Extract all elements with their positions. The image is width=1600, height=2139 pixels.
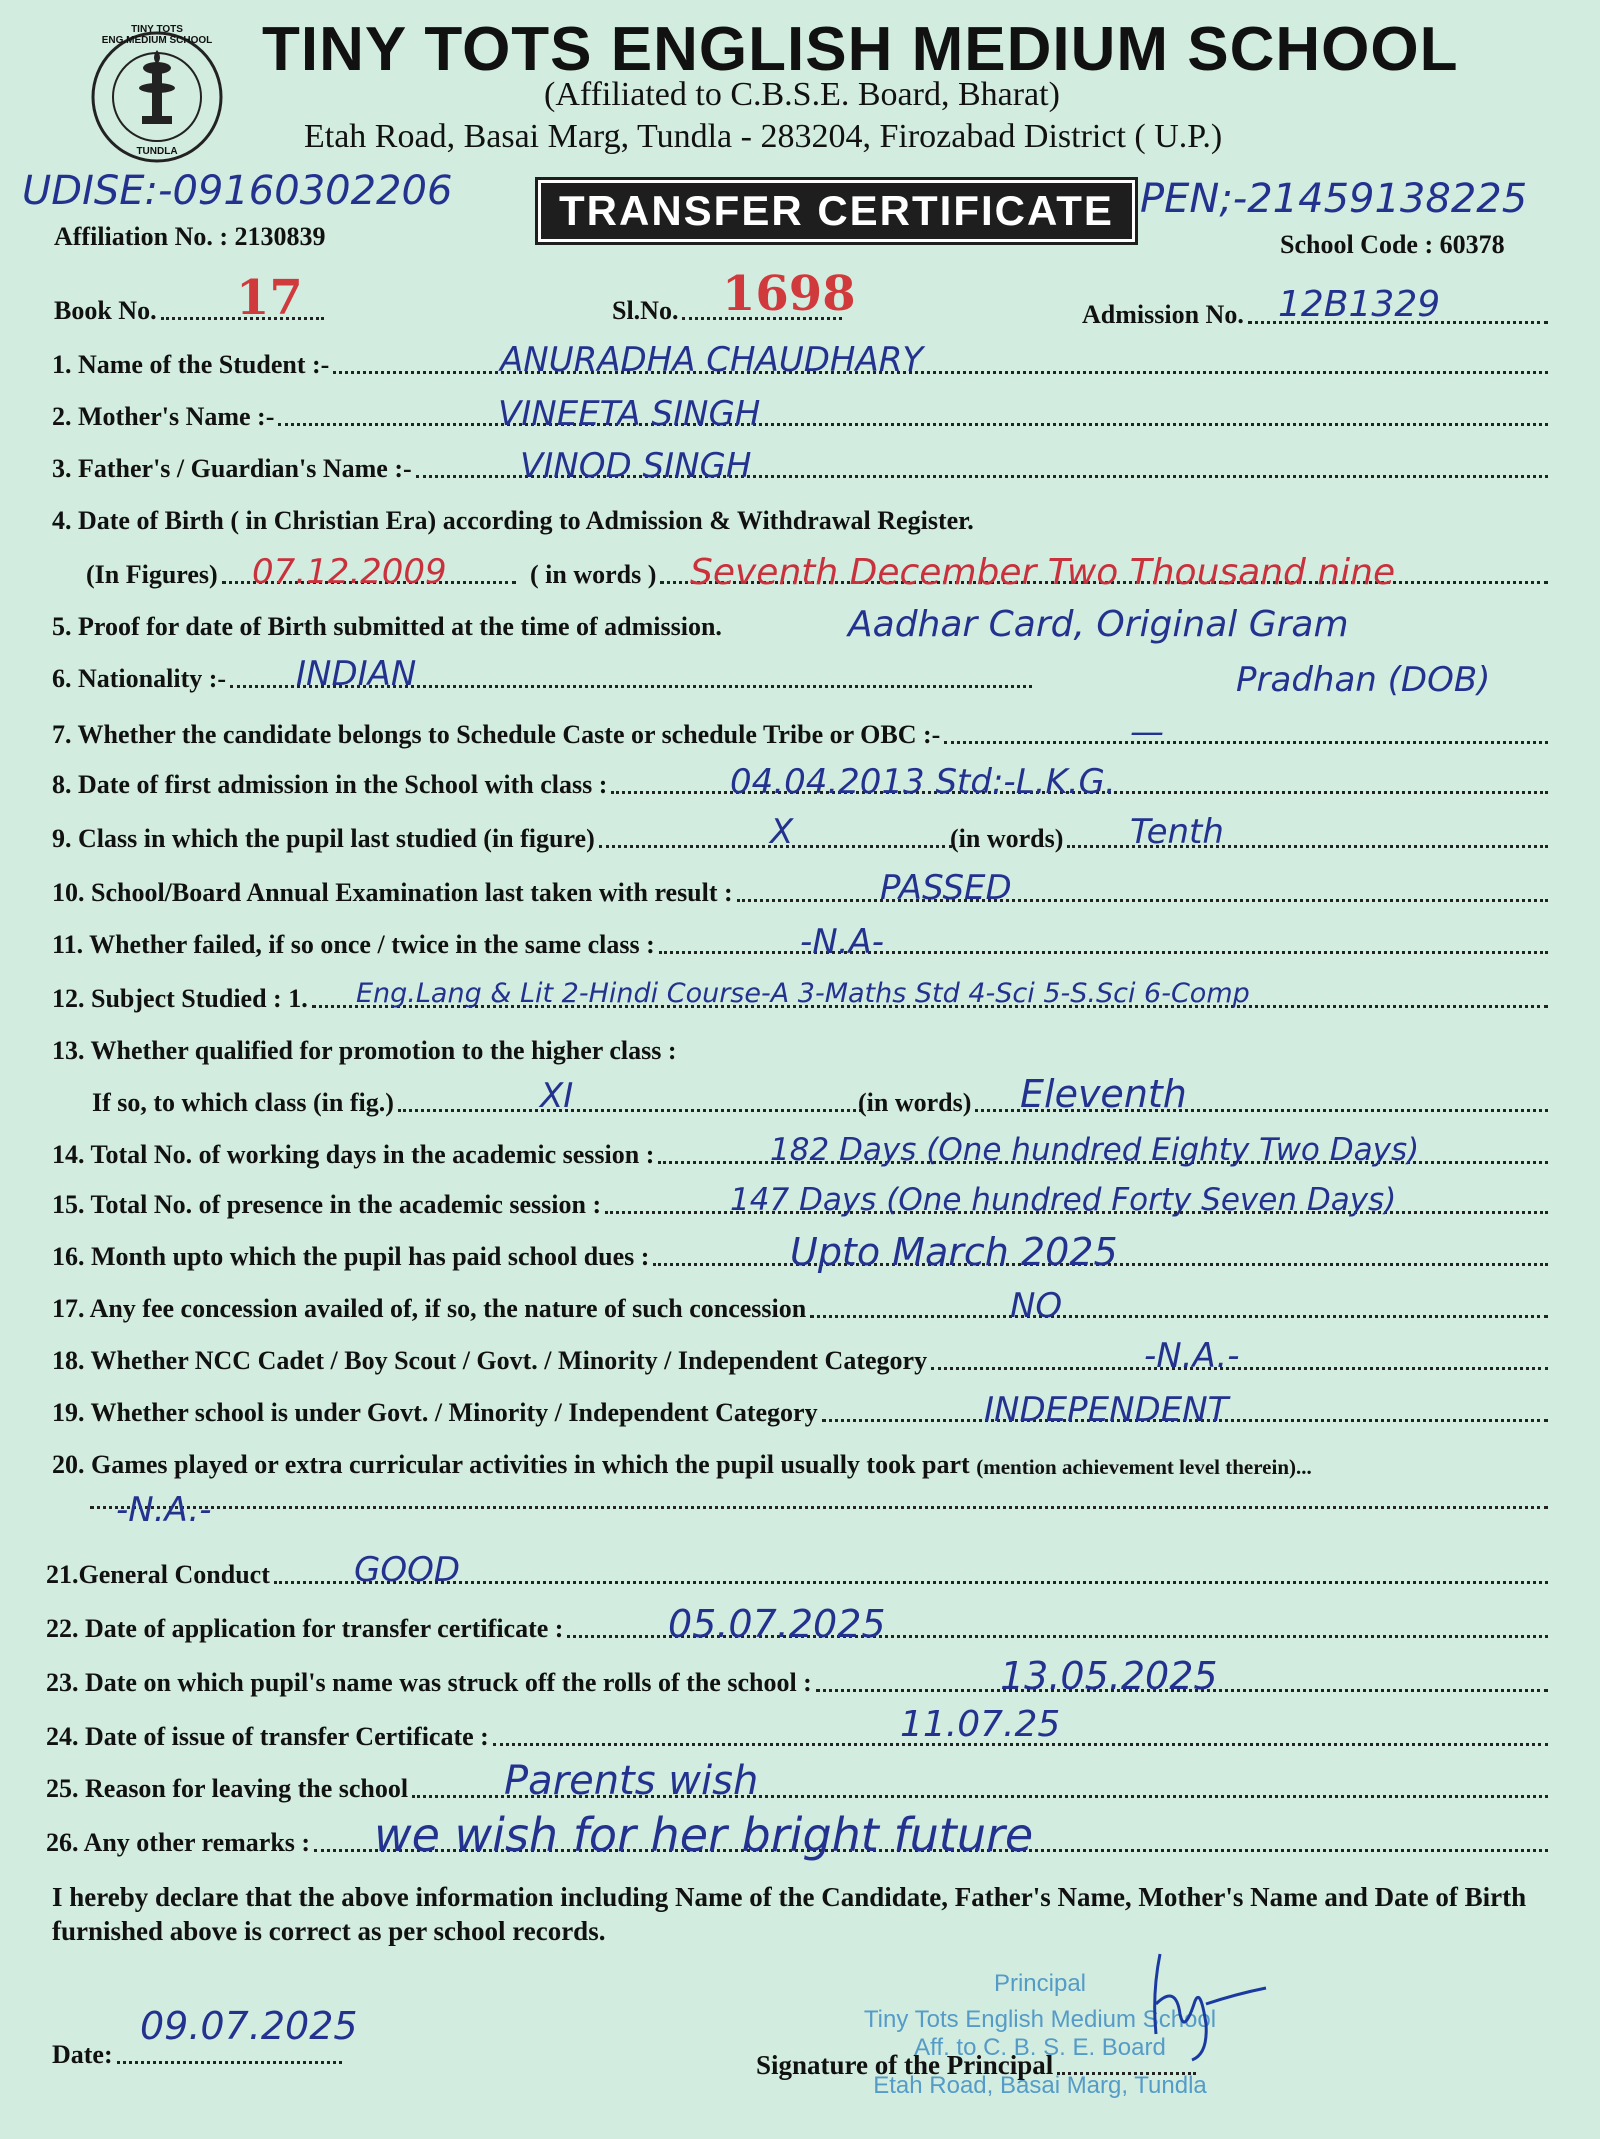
udise-number: UDISE:-09160302206 (22, 168, 453, 214)
pen-number: PEN;-21459138225 (1140, 176, 1528, 222)
field-date: Date: (52, 2040, 342, 2070)
field-application-date: 22. Date of application for transfer certificate : (46, 1614, 1548, 1644)
stamp-line-4: Etah Road, Basai Marg, Tundla (873, 2072, 1207, 2099)
field-working-days: 14. Total No. of working days in the academic session : (52, 1140, 1548, 1170)
games-value: -N.A.- (116, 1490, 212, 1530)
stamp-line-2: Tiny Tots English Medium School (863, 2006, 1217, 2033)
field-mother-name: 2. Mother's Name :- (52, 402, 1548, 432)
logo-bottom-text: TUNDLA (136, 146, 178, 157)
declaration-text: I hereby declare that the above information including Name of the Candidate, Father's Name, Mother's Name and Date of Birth furnished above is correct as per school records. (52, 1882, 1527, 1946)
school-code: School Code : 60378 (1280, 230, 1505, 259)
exam-result-value: PASSED (880, 868, 1012, 908)
presence-days-value: 147 Days (One hundred Forty Seven Days) (730, 1182, 1397, 1218)
application-date-value: 05.07.2025 (668, 1602, 886, 1646)
field-school-category: 19. Whether school is under Govt. / Minority / Independent Category (52, 1398, 1548, 1428)
field-nationality: 6. Nationality :- (52, 664, 1032, 694)
field-class-last: 9. Class in which the pupil last studied (in figure) (52, 824, 952, 854)
fee-concession-value: NO (1010, 1286, 1063, 1326)
field-dob-figures: (In Figures) (86, 560, 516, 590)
field-games-line2 (90, 1504, 1548, 1515)
student-name-value: ANURADHA CHAUDHARY (500, 340, 924, 380)
field-general-conduct: 21.General Conduct (46, 1560, 1548, 1590)
field-promotion-class: If so, to which class (in fig.) (92, 1088, 862, 1118)
date-value: 09.07.2025 (140, 2004, 358, 2048)
field-promotion-words: (in words) (858, 1088, 1548, 1118)
field-dob-proof: 5. Proof for date of Birth submitted at the time of admission. (52, 612, 722, 641)
field-games: 20. Games played or extra curricular activities in which the pupil usually took part (mention achievement level therein)... (52, 1450, 1312, 1479)
field-promotion: 13. Whether qualified for promotion to the higher class : (52, 1036, 677, 1065)
struck-off-date-value: 13.05.2025 (1000, 1654, 1218, 1698)
field-presence-days: 15. Total No. of presence in the academic session : (52, 1190, 1548, 1220)
first-admission-value: 04.04.2013 Std:-L.K.G. (730, 762, 1116, 802)
sl-number-label: Sl.No. (612, 296, 679, 325)
field-remarks: 26. Any other remarks : (46, 1828, 1548, 1858)
issue-date-value: 11.07.25 (900, 1704, 1061, 1745)
book-number-label: Book No. (54, 296, 157, 325)
field-ncc-category: 18. Whether NCC Cadet / Boy Scout / Govt. / Minority / Independent Category (52, 1346, 1548, 1376)
field-school-dues: 16. Month upto which the pupil has paid school dues : (52, 1242, 1548, 1272)
admission-number-label: Admission No. (1082, 300, 1244, 329)
school-address: Etah Road, Basai Marg, Tundla - 283204, Firozabad District ( U.P.) (304, 118, 1223, 155)
dob-figures-value: 07.12.2009 (252, 552, 447, 592)
working-days-value: 182 Days (One hundred Eighty Two Days) (770, 1132, 1420, 1168)
sl-number-value: 1698 (722, 266, 856, 322)
caste-value: — (1130, 712, 1164, 752)
promotion-figure: XI (540, 1076, 574, 1116)
field-fee-concession: 17. Any fee concession availed of, if so, the nature of such concession (52, 1294, 1548, 1324)
field-signature: Signature of the Principal (756, 2050, 1196, 2081)
field-caste: 7. Whether the candidate belongs to Schedule Caste or schedule Tribe or OBC :- (52, 720, 1548, 750)
class-last-figure: X (770, 812, 794, 852)
dob-proof-value-line2: Pradhan (DOB) (1236, 660, 1491, 700)
school-category-value: INDEPENDENT (984, 1390, 1229, 1430)
field-class-last-words: (in words) (950, 824, 1548, 854)
stamp-line-3: Aff. to C. B. S. E. Board (914, 2034, 1166, 2061)
field-struck-off-date: 23. Date on which pupil's name was struck off the rolls of the school : (46, 1668, 1548, 1698)
admission-number-value: 12B1329 (1278, 284, 1441, 325)
school-name: TINY TOTS ENGLISH MEDIUM SCHOOL (262, 15, 1459, 84)
subjects-value: Eng.Lang & Lit 2-Hindi Course-A 3-Maths Std 4-Sci 5-S.Sci 6-Comp (356, 978, 1250, 1009)
field-issue-date: 24. Date of issue of transfer Certificate : (46, 1722, 1548, 1752)
dob-proof-value: Aadhar Card, Original Gram (848, 604, 1349, 645)
mother-name-value: VINEETA SINGH (498, 394, 761, 434)
field-dob-heading: 4. Date of Birth ( in Christian Era) according to Admission & Withdrawal Register. (52, 506, 974, 535)
field-student-name: 1. Name of the Student :- (52, 350, 1548, 380)
failed-value: -N.A- (800, 922, 885, 962)
stamp-line-1: Principal (993, 1970, 1087, 1997)
ncc-category-value: -N.A.- (1144, 1336, 1240, 1376)
general-conduct-value: GOOD (354, 1550, 461, 1590)
affiliation-line: (Affiliated to C.B.S.E. Board, Bharat) (544, 76, 1060, 113)
school-dues-value: Upto March 2025 (790, 1230, 1118, 1274)
field-first-admission: 8. Date of first admission in the School with class : (52, 770, 1548, 800)
principal-signature (1120, 1944, 1320, 2064)
nationality-value: INDIAN (296, 654, 417, 694)
field-father-name: 3. Father's / Guardian's Name :- (52, 454, 1548, 484)
field-exam-result: 10. School/Board Annual Examination last taken with result : (52, 878, 1548, 908)
school-logo (88, 24, 226, 166)
dob-words-value: Seventh December Two Thousand nine (690, 552, 1396, 593)
leaving-reason-value: Parents wish (504, 1758, 759, 1804)
class-last-words-value: Tenth (1130, 812, 1224, 852)
father-name-value: VINOD SINGH (520, 446, 752, 486)
certificate-title: TRANSFER CERTIFICATE (538, 180, 1135, 242)
promotion-words-value: Eleventh (1020, 1072, 1187, 1116)
remarks-value: we wish for her bright future (374, 1808, 1034, 1862)
field-failed: 11. Whether failed, if so once / twice in the same class : (52, 930, 1548, 960)
field-leaving-reason: 25. Reason for leaving the school (46, 1774, 1548, 1804)
field-dob-words: ( in words ) (530, 560, 1548, 590)
field-subjects: 12. Subject Studied : 1. (52, 984, 1548, 1014)
logo-text: TINY TOTS ENG.MEDIUM SCHOOL (101, 24, 213, 46)
book-number-value: 17 (236, 270, 303, 326)
affiliation-number: Affiliation No. : 2130839 (54, 222, 326, 251)
